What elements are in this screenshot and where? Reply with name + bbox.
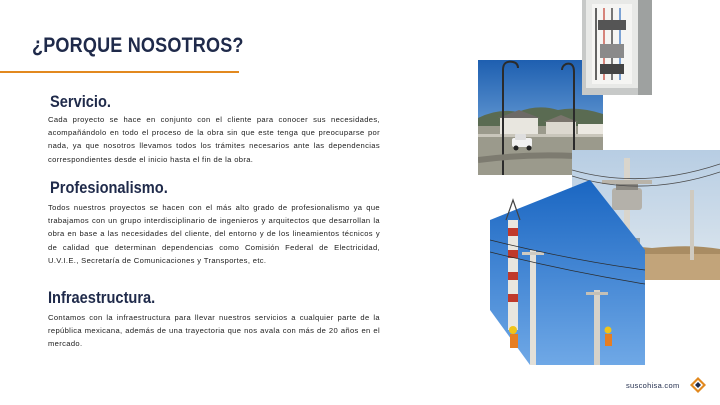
photo-workers-towers bbox=[490, 180, 645, 365]
section-heading-infraestructura: Infraestructura. bbox=[48, 288, 156, 307]
section-body-profesionalismo: Todos nuestros proyectos se hacen con el más alto grado de profesionalismo ya que trabajamos con un grupo interdisciplinario de ingenieros y arquitectos que desarrollan la obra en base a las necesidades del cliente, del entorno y de los lineamientos técnicos y de calidad que determinan dependencias como Comisión Federal de Electricidad, U.V.I.E., Secretaría de Comunicaciones y Transportes, etc. bbox=[48, 203, 380, 265]
section-body-servicio: Cada proyecto se hace en conjunto con el cliente para conocer sus necesidades, acompañándolo en todo el proceso de la obra sin que este tenga que preocuparse por nada, ya que nosotros llevamos todos los trámites necesarios ante las dependencias correspondientes desde el inicio hasta el fin de la obra. bbox=[48, 115, 380, 164]
section-heading-servicio: Servicio. bbox=[50, 92, 111, 111]
section-body-infraestructura: Contamos con la infraestructura para llevar nuestros servicios a cualquier parte de la república mexicana, además de una trayectoria que nos avala con más de 20 años en el mercado. bbox=[48, 313, 380, 349]
photo-electrical-panel bbox=[582, 0, 652, 95]
section-heading-profesionalismo: Profesionalismo. bbox=[50, 178, 168, 197]
title-underline bbox=[0, 71, 239, 73]
footer-website-link[interactable]: suscohisa.com bbox=[626, 381, 680, 390]
diamond-logo-icon bbox=[690, 377, 706, 393]
slide-title: ¿PORQUE NOSOTROS? bbox=[32, 34, 244, 57]
